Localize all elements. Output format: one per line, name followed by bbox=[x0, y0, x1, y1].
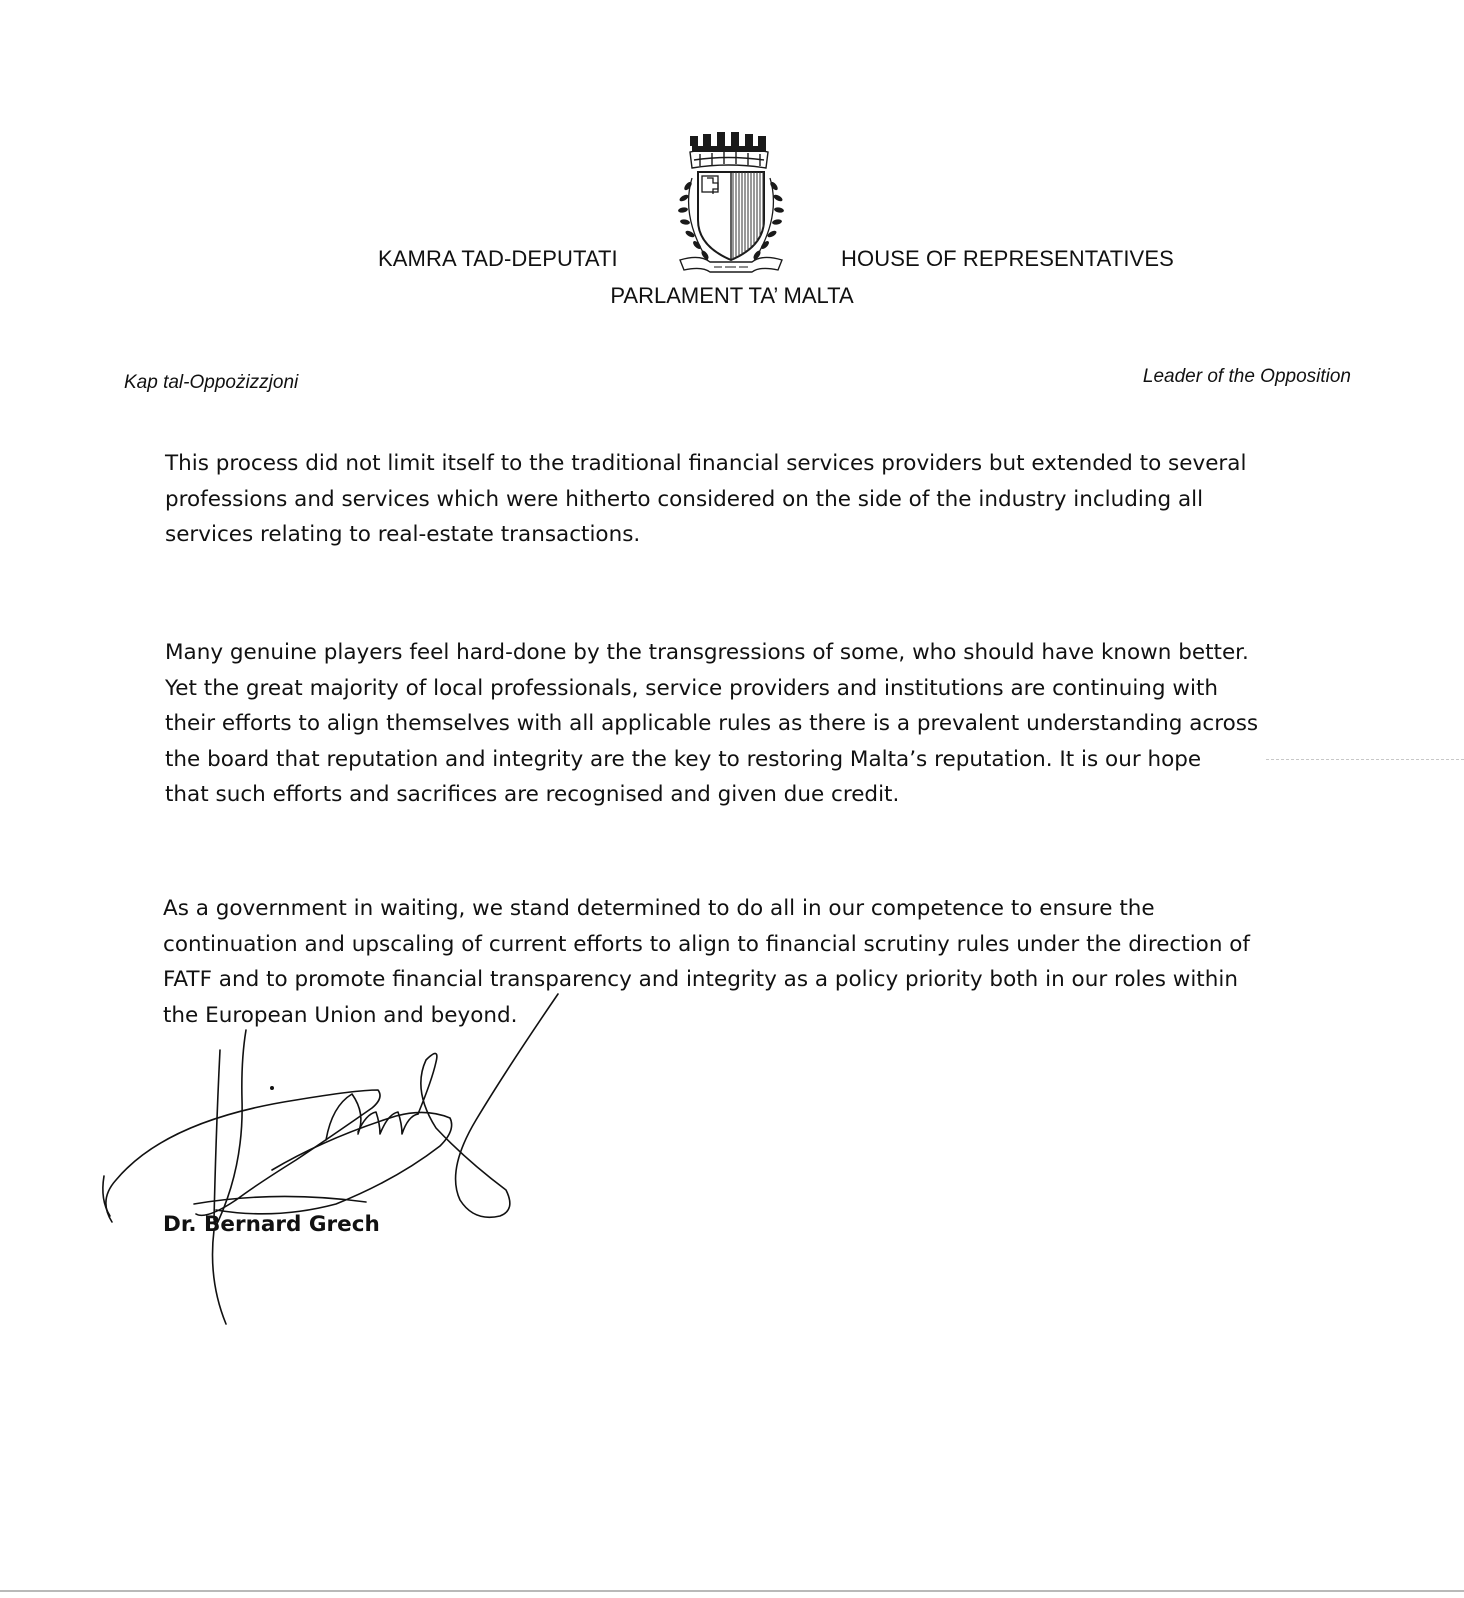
malta-coat-of-arms-icon bbox=[670, 128, 792, 280]
paragraph-line: Many genuine players feel hard-done by the transgressions of some, who should have known better. bbox=[165, 640, 1249, 665]
role-english: Leader of the Opposition bbox=[1142, 366, 1351, 387]
letterhead-center-title: PARLAMENT TA’ MALTA bbox=[610, 283, 854, 308]
paragraph-line: As a government in waiting, we stand determined to do all in our competence to ensure the bbox=[163, 896, 1155, 921]
letterhead-left-title: KAMRA TAD-DEPUTATI bbox=[378, 246, 618, 271]
signer-name: Dr. Bernard Grech bbox=[163, 1212, 380, 1237]
paragraph-line: FATF and to promote financial transparency and integrity as a policy priority both in our roles within bbox=[163, 967, 1238, 992]
paragraph-2 bbox=[165, 635, 1325, 813]
handwritten-signature-icon bbox=[96, 990, 586, 1340]
paragraph-line: Yet the great majority of local professionals, service providers and institutions are continuing with bbox=[165, 675, 1219, 701]
letterhead-right-title: HOUSE OF REPRESENTATIVES bbox=[841, 246, 1174, 271]
paragraph-line: the board that reputation and integrity are the key to restoring Malta’s reputation. It is our hope bbox=[165, 746, 1202, 772]
paragraph-line: the European Union and beyond. bbox=[163, 1002, 518, 1028]
scan-artifact-line bbox=[1266, 759, 1464, 762]
role-maltese: Kap tal-Oppożizzjoni bbox=[124, 372, 299, 393]
paragraph-line: services relating to real-estate transactions. bbox=[165, 522, 641, 547]
paragraph-1 bbox=[165, 446, 1325, 553]
paragraph-line: their efforts to align themselves with all applicable rules as there is a prevalent understanding across bbox=[165, 711, 1259, 736]
paragraph-line: This process did not limit itself to the traditional financial services providers but extended to several bbox=[165, 451, 1247, 476]
page-bottom-edge bbox=[0, 1590, 1464, 1592]
paragraph-line: continuation and upscaling of current efforts to align to financial scrutiny rules under the direction of bbox=[163, 931, 1250, 957]
paragraph-line: that such efforts and sacrifices are recognised and given due credit. bbox=[165, 782, 900, 807]
paragraph-line: professions and services which were hitherto considered on the side of the industry including all bbox=[165, 486, 1204, 512]
